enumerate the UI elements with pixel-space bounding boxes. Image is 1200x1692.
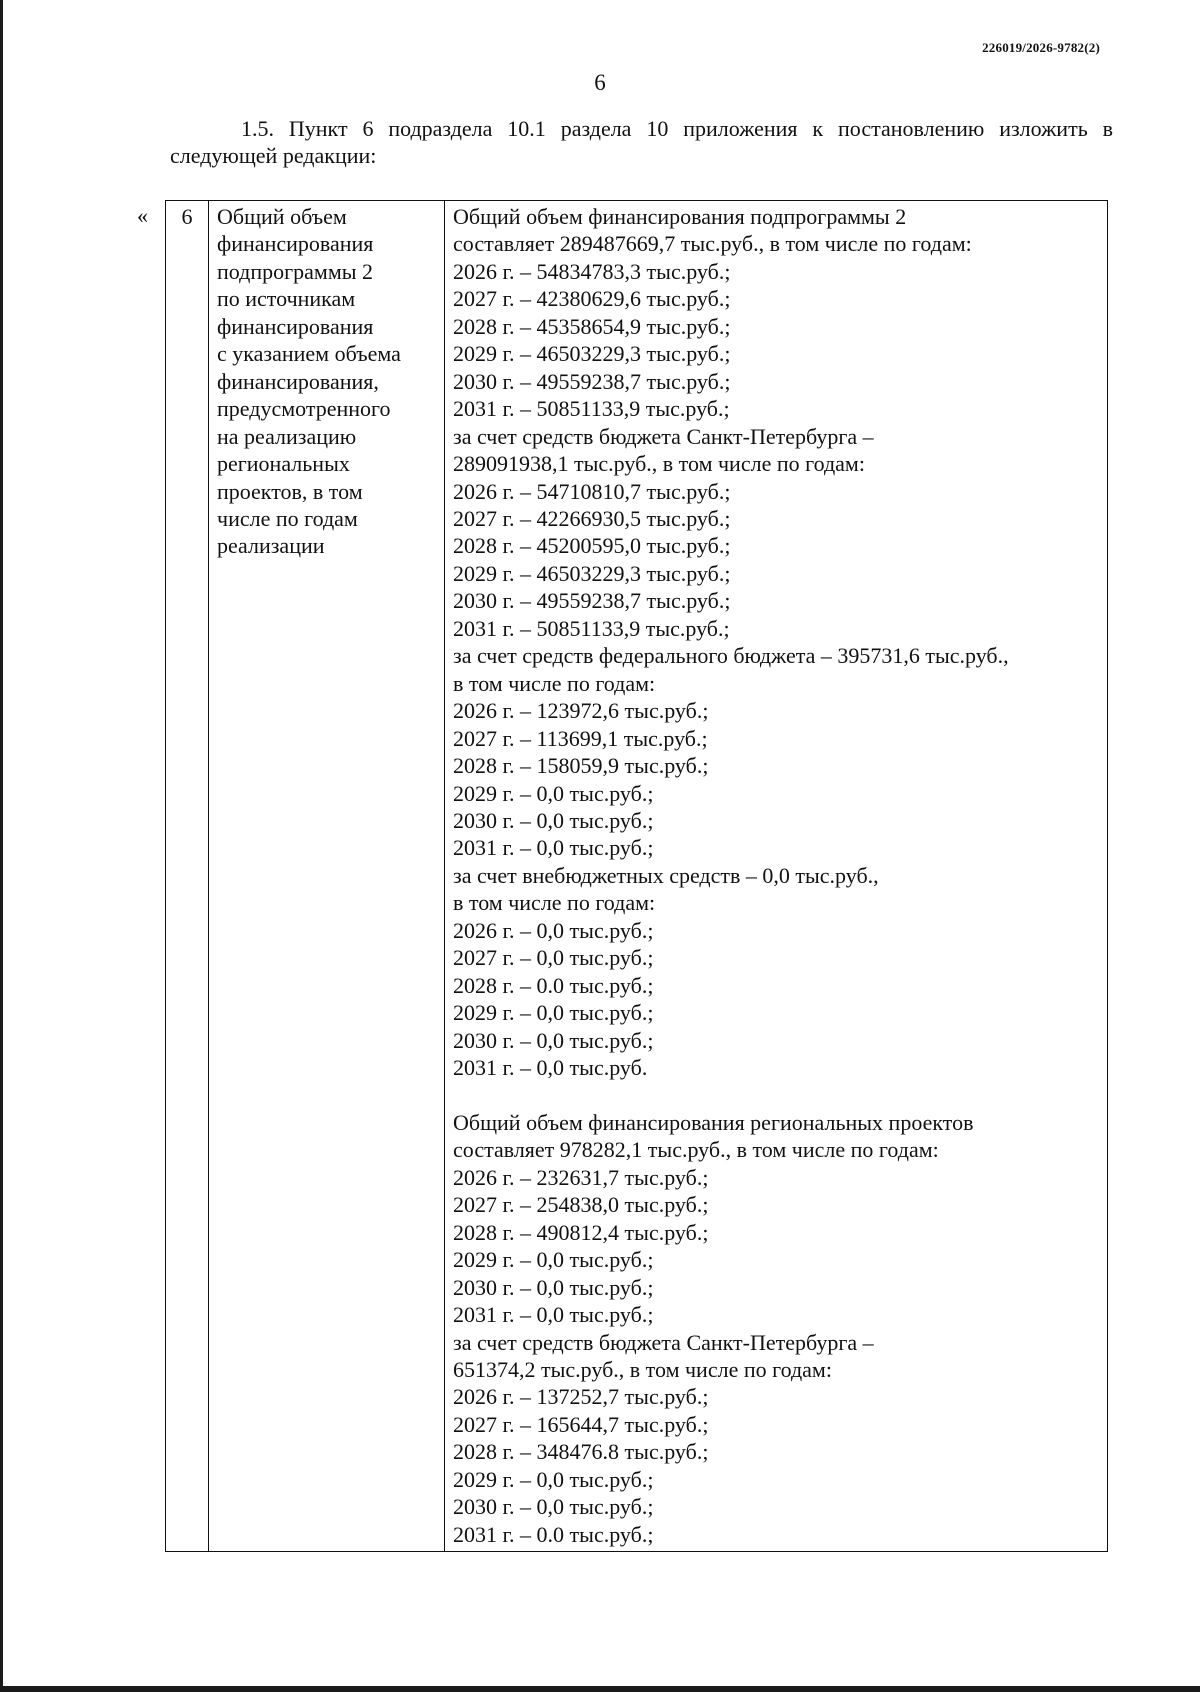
- financing-line: 2031 г. – 0.0 тыс.руб.;: [453, 1521, 654, 1547]
- financing-line: 2027 г. – 0,0 тыс.руб.;: [453, 945, 654, 971]
- financing-line: 2028 г. – 45358654,9 тыс.руб.;: [453, 313, 731, 339]
- page-number: 6: [594, 70, 606, 95]
- row-description: [217, 203, 444, 560]
- financing-line: Общий объем финансирования региональных проектов: [453, 1109, 974, 1135]
- financing-line: 2026 г. – 0,0 тыс.руб.;: [453, 917, 654, 943]
- financing-line: 2027 г. – 113699,1 тыс.руб.;: [453, 725, 708, 751]
- scan-bottom-edge: [0, 1686, 1200, 1692]
- financing-line: 2029 г. – 0,0 тыс.руб.;: [453, 780, 654, 806]
- description-line: реализации: [217, 533, 325, 559]
- financing-line: 2028 г. – 158059,9 тыс.руб.;: [453, 753, 709, 779]
- description-line: числе по годам: [217, 505, 358, 531]
- financing-line: 2030 г. – 0,0 тыс.руб.;: [453, 1274, 654, 1300]
- financing-line: 2026 г. – 137252,7 тыс.руб.;: [453, 1384, 709, 1410]
- description-line: финансирования: [217, 231, 374, 257]
- financing-line: составляет 978282,1 тыс.руб., в том числе по годам:: [453, 1137, 939, 1163]
- financing-line: 2029 г. – 0,0 тыс.руб.;: [453, 1466, 654, 1492]
- financing-line: 2026 г. – 54834783,3 тыс.руб.;: [453, 258, 731, 284]
- description-line: по источникам: [217, 286, 356, 312]
- description-line: финансирования,: [217, 368, 379, 394]
- row-number-cell: [166, 201, 209, 1552]
- description-line: финансирования: [217, 313, 374, 339]
- block-spacer: [453, 1082, 1107, 1109]
- description-line: подпрограммы 2: [217, 258, 374, 284]
- financing-line: 2027 г. – 42266930,5 тыс.руб.;: [453, 505, 731, 531]
- description-line: предусмотренного: [217, 396, 391, 422]
- financing-line: 2027 г. – 42380629,6 тыс.руб.;: [453, 286, 731, 312]
- table-row: [166, 201, 1108, 1552]
- financing-line: 2031 г. – 0,0 тыс.руб.;: [453, 835, 654, 861]
- document-number: 226019/2026-9782(2): [982, 40, 1100, 55]
- financing-line: за счет внебюджетных средств – 0,0 тыс.руб.,: [453, 862, 879, 888]
- financing-line: составляет 289487669,7 тыс.руб., в том числе по годам:: [453, 231, 972, 257]
- financing-line: за счет средств бюджета Санкт-Петербурга –: [453, 423, 874, 449]
- regional-projects-financing-block: [453, 1109, 1107, 1548]
- description-line: проектов, в том: [217, 478, 363, 504]
- financing-line: 2028 г. – 348476.8 тыс.руб.;: [453, 1439, 709, 1465]
- financing-line: 2027 г. – 254838,0 тыс.руб.;: [453, 1192, 709, 1218]
- financing-line: 2030 г. – 0,0 тыс.руб.;: [453, 807, 654, 833]
- financing-line: 2028 г. – 45200595,0 тыс.руб.;: [453, 533, 731, 559]
- subprogram-financing-block: [453, 203, 1107, 1082]
- financing-line: 2030 г. – 49559238,7 тыс.руб.;: [453, 368, 731, 394]
- financing-line: 2031 г. – 0,0 тыс.руб.;: [453, 1302, 654, 1328]
- financing-line: в том числе по годам:: [453, 890, 656, 916]
- financing-line: 2028 г. – 0.0 тыс.руб.;: [453, 972, 654, 998]
- financing-line: Общий объем финансирования подпрограммы 2: [453, 204, 907, 229]
- financing-line: 289091938,1 тыс.руб., в том числе по годам:: [453, 451, 865, 477]
- opening-quote-mark: «: [137, 203, 148, 228]
- financing-line: в том числе по годам:: [453, 670, 656, 696]
- financing-line: 2029 г. – 46503229,3 тыс.руб.;: [453, 341, 731, 367]
- financing-line: 2026 г. – 54710810,7 тыс.руб.;: [453, 478, 731, 504]
- financing-line: 2029 г. – 0,0 тыс.руб.;: [453, 1000, 654, 1026]
- row-number: 6: [181, 204, 193, 229]
- description-line: с указанием объема: [217, 341, 401, 367]
- financing-line: 2031 г. – 50851133,9 тыс.руб.;: [453, 396, 730, 422]
- scan-left-edge: [0, 0, 3, 1692]
- description-line: региональных: [217, 451, 350, 477]
- financing-line: 651374,2 тыс.руб., в том числе по годам:: [453, 1357, 832, 1383]
- financing-line: 2031 г. – 50851133,9 тыс.руб.;: [453, 615, 730, 641]
- financing-line: 2029 г. – 46503229,3 тыс.руб.;: [453, 560, 731, 586]
- financing-line: 2031 г. – 0,0 тыс.руб.: [453, 1055, 648, 1081]
- financing-line: 2030 г. – 49559238,7 тыс.руб.;: [453, 588, 731, 614]
- financing-line: за счет средств федерального бюджета – 395731,6 тыс.руб.,: [453, 643, 1009, 669]
- row-values-cell: [445, 201, 1108, 1552]
- financing-line: 2030 г. – 0,0 тыс.руб.;: [453, 1027, 654, 1053]
- description-line: Общий объем: [217, 204, 347, 229]
- financing-line: за счет средств бюджета Санкт-Петербурга –: [453, 1329, 874, 1355]
- description-line: на реализацию: [217, 423, 357, 449]
- financing-table: [165, 200, 1108, 1552]
- financing-line: 2026 г. – 232631,7 тыс.руб.;: [453, 1164, 709, 1190]
- financing-line: 2029 г. – 0,0 тыс.руб.;: [453, 1247, 654, 1273]
- intro-paragraph: 1.5. Пункт 6 подраздела 10.1 раздела 10 приложения к постановлению изложить в следующей редакции:: [170, 116, 1113, 168]
- financing-line: 2030 г. – 0,0 тыс.руб.;: [453, 1494, 654, 1520]
- financing-line: 2028 г. – 490812,4 тыс.руб.;: [453, 1219, 709, 1245]
- row-description-cell: [209, 201, 445, 1552]
- financing-line: 2027 г. – 165644,7 тыс.руб.;: [453, 1411, 709, 1437]
- financing-line: 2026 г. – 123972,6 тыс.руб.;: [453, 698, 709, 724]
